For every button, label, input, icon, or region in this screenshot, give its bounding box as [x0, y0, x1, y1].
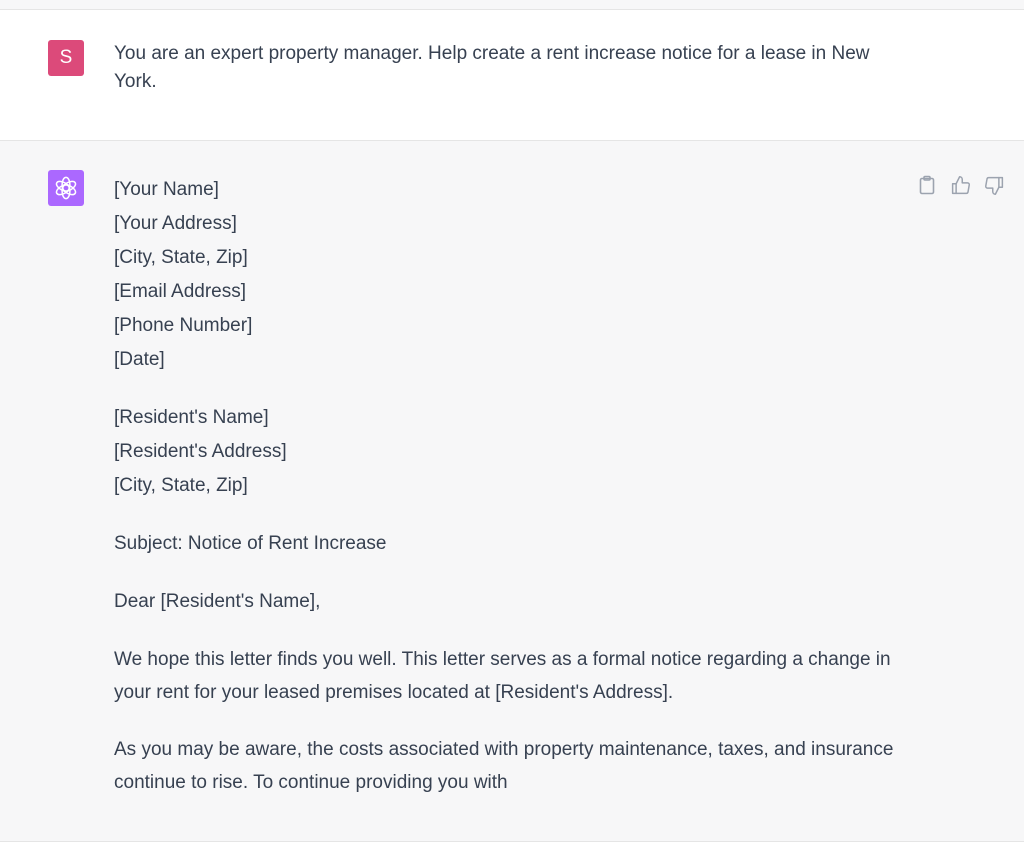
sender-block: [114, 173, 904, 377]
recipient-block: [114, 401, 904, 503]
recipient-line: [City, State, Zip]: [114, 475, 248, 496]
block-spacer: [114, 503, 904, 527]
letter-paragraph: We hope this letter finds you well. This letter serves as a formal notice regarding a change in your rent for your leased premises located at [Resident's Address].: [114, 649, 891, 703]
block-spacer: [114, 377, 904, 401]
user-avatar: [48, 40, 84, 76]
sender-line: [Your Address]: [114, 213, 237, 234]
letter-subject: Subject: Notice of Rent Increase: [114, 533, 387, 554]
recipient-line: [Resident's Name]: [114, 407, 269, 428]
sender-line: [Email Address]: [114, 281, 246, 302]
user-avatar-letter: S: [59, 47, 73, 68]
block-spacer: [114, 561, 904, 585]
block-spacer: [114, 619, 904, 643]
sender-line: [Your Name]: [114, 179, 219, 200]
user-message-text: You are an expert property manager. Help create a rent increase notice for a lease in New York.: [114, 43, 870, 92]
user-message: [0, 10, 1024, 141]
assistant-message: [0, 141, 1024, 842]
assistant-message-body: [114, 173, 904, 799]
thumbs-up-icon[interactable]: [950, 174, 971, 196]
bottom-divider: [0, 842, 1024, 852]
letter-paragraph: As you may be aware, the costs associated with property maintenance, taxes, and insurance continue to rise. To continue providing you with: [114, 739, 894, 793]
sender-line: [Phone Number]: [114, 315, 253, 336]
top-divider: [0, 0, 1024, 10]
message-actions: [916, 174, 1005, 196]
sender-line: [City, State, Zip]: [114, 247, 248, 268]
thumbs-down-icon[interactable]: [984, 174, 1005, 196]
block-spacer: [114, 709, 904, 733]
openai-logo-icon: [48, 170, 84, 206]
clipboard-icon[interactable]: [916, 174, 937, 196]
recipient-line: [Resident's Address]: [114, 441, 287, 462]
letter-salutation: Dear [Resident's Name],: [114, 591, 321, 612]
sender-line: [Date]: [114, 349, 165, 370]
